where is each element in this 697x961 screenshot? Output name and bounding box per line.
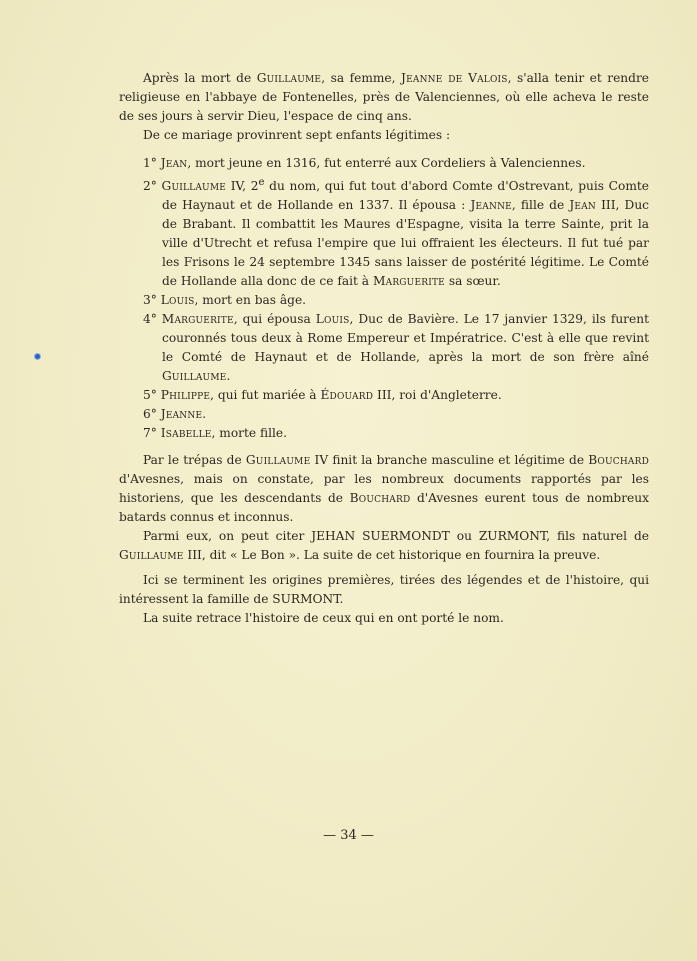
children-list xyxy=(119,154,649,443)
paragraph-jehan-suermondt: Parmi eux, on peut citer JEHAN SUERMONDT ou ZURMONT, fils naturel de Guillaume III, dit « Le Bon ». La suite de cet historique en fournira la preuve. xyxy=(119,529,649,563)
margin-dot-mark xyxy=(35,354,40,359)
page-number: — 34 — xyxy=(323,828,374,843)
list-item: 2° Guillaume IV, 2e du nom, qui fut tout d'abord Comte d'Ostrevant, puis Comte de Haynaut et de Hollande en 1337. Il épousa : Jeanne, fille de Jean III, Duc de Brabant. Il combattit les Maures d'Espagne, visita la terre Sainte, prit la ville d'Utrecht et refusa l'empire que lui offraient les électeurs. Il fut tué par les Frisons le 24 septembre 1345 sans laisser de postérité légitime. Le Comté de Hollande alla donc de ce fait à Marguerite sa sœur. xyxy=(143,177,650,289)
paragraph-end-of-line: Par le trépas de Guillaume IV finit la branche masculine et légitime de Bouchard d'Avesnes, mais on constate, par les nombreux documents rapportés par les historiens, que les descendants de Bouchard d'Avesnes eurent tous de nombreux batards connus et inconnus. xyxy=(119,453,649,525)
list-item: 7° Isabelle, morte fille. xyxy=(143,426,287,441)
paragraph-origins-end: Ici se terminent les origines premières, tirées des légendes et de l'histoire, qui intéressent la famille de SURMONT. xyxy=(119,573,649,607)
list-item: 1° Jean, mort jeune en 1316, fut enterré aux Cordeliers à Valenciennes. xyxy=(143,156,586,170)
paragraph-seven-children: De ce mariage provinrent sept enfants légitimes : xyxy=(143,128,451,142)
text-block xyxy=(119,69,649,628)
paragraph-continuation: La suite retrace l'histoire de ceux qui en ont porté le nom. xyxy=(143,611,504,626)
list-item: 6° Jeanne. xyxy=(143,407,207,422)
list-item: 3° Louis, mort en bas âge. xyxy=(143,293,307,308)
paragraph-death-of-guillaume: Après la mort de Guillaume, sa femme, Jeanne de Valois, s'alla tenir et rendre religieuse en l'abbaye de Fontenelles, près de Valenciennes, où elle acheva le reste de ses jours à servir Dieu, l'espace de cinq ans. xyxy=(119,71,649,123)
list-item: 5° Philippe, qui fut mariée à Édouard III, roi d'Angleterre. xyxy=(143,388,502,403)
list-item: 4° Marguerite, qui épousa Louis, Duc de Bavière. Le 17 janvier 1329, ils furent couronnés tous deux à Rome Empereur et Impératrice. C'est à elle que revint le Comté de Haynaut et de Hollande, après la mort de son frère aîné Guillaume. xyxy=(143,312,649,384)
